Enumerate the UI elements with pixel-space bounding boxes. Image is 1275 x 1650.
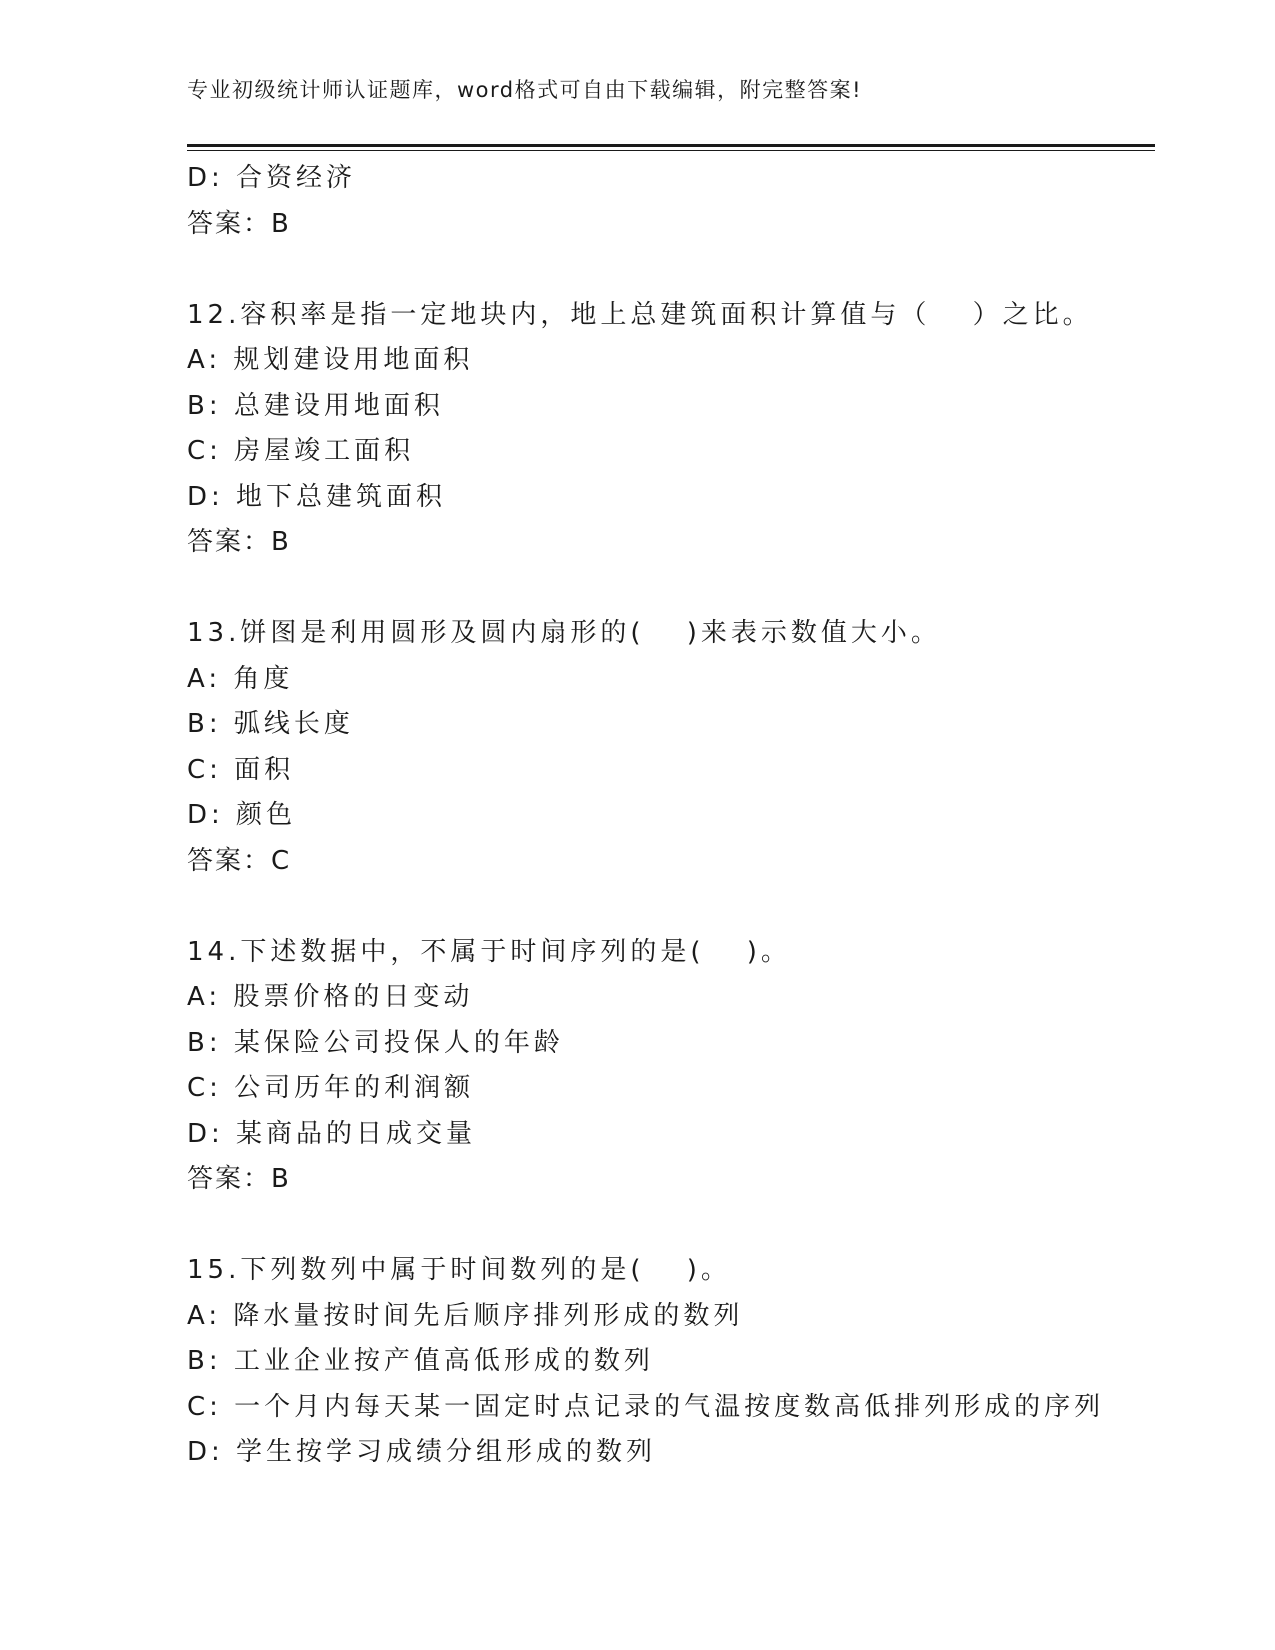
- option-b: B: 弧线长度: [187, 709, 354, 739]
- document-body: [187, 156, 1155, 1476]
- option-b: B: 总建设用地面积: [187, 390, 444, 421]
- answer: 答案：B: [187, 208, 291, 239]
- answer: 答案：B: [187, 527, 291, 557]
- question-stem: 12.容积率是指一定地块内，地上总建筑面积计算值与（ ）之比。: [187, 299, 1093, 330]
- option-b: B: 工业企业按产值高低形成的数列: [187, 1346, 654, 1376]
- option-d: D: 某商品的日成交量: [187, 1118, 477, 1149]
- option-d: D: 颜色: [187, 800, 297, 830]
- option-c: C: 公司历年的利润额: [187, 1073, 475, 1103]
- header-rule-thick: [187, 144, 1155, 147]
- answer: 答案：C: [187, 845, 292, 876]
- question-stem: 15.下列数列中属于时间数列的是( )。: [187, 1255, 731, 1285]
- question-14: [187, 930, 1155, 1203]
- option-b: B: 某保险公司投保人的年龄: [187, 1027, 564, 1058]
- option-a: A: 角度: [187, 663, 294, 694]
- option-a: A: 降水量按时间先后顺序排列形成的数列: [187, 1300, 744, 1331]
- option-d: D: 地下总建筑面积: [187, 481, 447, 512]
- option-c: C: 房屋竣工面积: [187, 436, 415, 466]
- answer: 答案：B: [187, 1164, 291, 1194]
- question-stem: 14.下述数据中，不属于时间序列的是( )。: [187, 936, 791, 967]
- header-rule-thin: [187, 150, 1155, 151]
- question-stem: 13.饼图是利用圆形及圆内扇形的( )来表示数值大小。: [187, 618, 941, 648]
- question-15: [187, 1248, 1155, 1476]
- question-13: [187, 611, 1155, 884]
- question-12: [187, 293, 1155, 566]
- option-c: C: 一个月内每天某一固定时点记录的气温按度数高低排列形成的序列: [187, 1391, 1105, 1422]
- option-a: A: 规划建设用地面积: [187, 345, 474, 375]
- option-d: D: 学生按学习成绩分组形成的数列: [187, 1437, 657, 1467]
- option-c: C: 面积: [187, 754, 295, 785]
- page-header: 专业初级统计师认证题库，word格式可自由下载编辑，附完整答案!: [187, 78, 863, 102]
- option-d: D: 合资经济: [187, 163, 357, 193]
- option-a: A: 股票价格的日变动: [187, 982, 474, 1012]
